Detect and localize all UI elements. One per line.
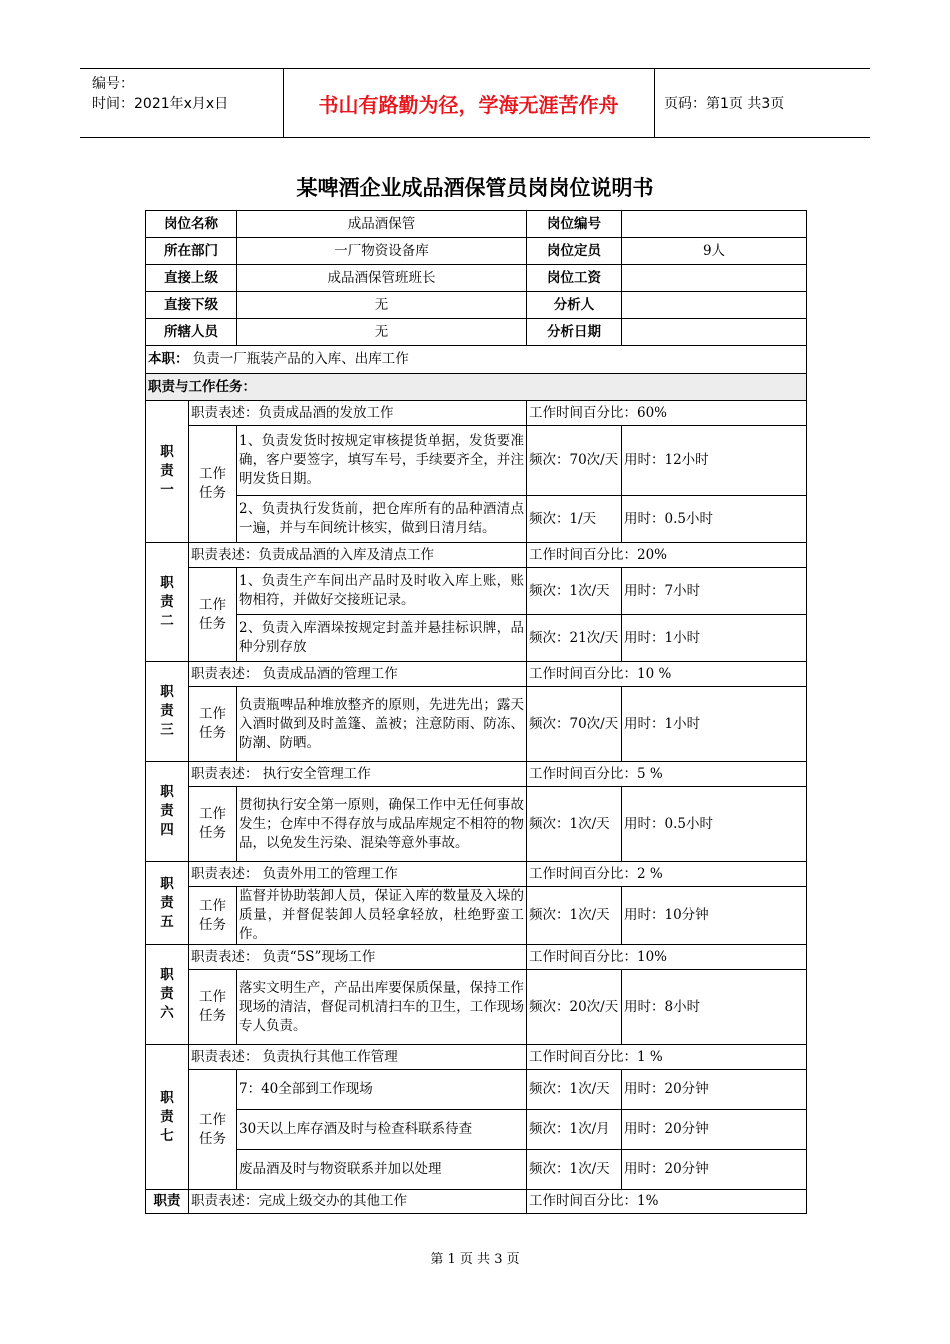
header-divider [654, 69, 655, 137]
duty-title: 职 责 一 [146, 401, 189, 543]
duty-desc: 职责表述：负责成品酒的发放工作 [189, 401, 527, 426]
duty-desc: 职责表述：完成上级交办的其他工作 [189, 1190, 527, 1214]
duty-task-row [146, 496, 807, 543]
task-text: 2、负责执行发货前，把仓库所有的品种酒清点一遍，并与车间统计核实，做到日清月结。 [237, 496, 527, 543]
post-name-label: 岗位名称 [146, 211, 237, 238]
info-row [146, 211, 807, 238]
task-text: 贯彻执行安全第一原则，确保工作中无任何事故发生；仓库中不得存放与成品库规定不相符的物品，以免发生污染、混染等意外事故。 [237, 787, 527, 862]
salary-label: 岗位工资 [527, 265, 622, 292]
info-row [146, 319, 807, 346]
task-text: 1、负责发货时按规定审核提货单据，发货要准确，客户要签字，填写车号，手续要齐全，并注明发货日期。 [237, 426, 527, 496]
duty-task-row [146, 1150, 807, 1190]
task-frequency: 频次：20次/天 [527, 970, 622, 1045]
duty-task-row [146, 568, 807, 615]
main-duty-text: 负责一厂瓶装产品的入库、出库工作 [192, 351, 409, 367]
duties-title-row [146, 374, 807, 401]
main-duty-label: 本职： [148, 351, 189, 367]
header-page-number: 页码：第1页 共3页 [664, 96, 785, 112]
task-duration: 用时：20分钟 [622, 1150, 807, 1190]
post-name-value: 成品酒保管 [237, 211, 527, 238]
duty-desc-row [146, 862, 807, 887]
task-frequency: 频次：1次/天 [527, 887, 622, 945]
task-duration: 用时：20分钟 [622, 1110, 807, 1150]
main-duty-row [146, 346, 807, 374]
header-motto: 书山有路勤为径，学海无涯苦作舟 [318, 93, 619, 117]
quota-label: 岗位定员 [527, 238, 622, 265]
duty-title: 职 责 六 [146, 945, 189, 1045]
header-number: 编号： [92, 76, 134, 92]
main-duty [146, 346, 807, 374]
info-row [146, 265, 807, 292]
duty-time-pct: 工作时间百分比：20% [527, 543, 807, 568]
task-frequency: 频次：70次/天 [527, 426, 622, 496]
salary-value [622, 265, 807, 292]
duty-task-row [146, 1070, 807, 1110]
task-text: 2、负责入库酒垛按规定封盖并悬挂标识牌，品种分别存放 [237, 615, 527, 662]
task-duration: 用时：0.5小时 [622, 496, 807, 543]
task-duration: 用时：1小时 [622, 687, 807, 762]
header-meta [92, 74, 282, 114]
duty-title: 职责 [146, 1190, 189, 1214]
duty-desc-row [146, 945, 807, 970]
task-duration: 用时：10分钟 [622, 887, 807, 945]
task-frequency: 频次：70次/天 [527, 687, 622, 762]
task-label: 工作 任务 [189, 787, 237, 862]
duty-task-row [146, 887, 807, 945]
duty-desc-row [146, 1190, 807, 1214]
duties-title: 职责与工作任务： [148, 378, 256, 395]
info-row [146, 238, 807, 265]
task-duration: 用时：0.5小时 [622, 787, 807, 862]
duty-task-row [146, 970, 807, 1045]
duty-time-pct: 工作时间百分比：2 % [527, 862, 807, 887]
task-duration: 用时：20分钟 [622, 1070, 807, 1110]
task-text: 30天以上库存酒及时与检查科联系待查 [237, 1110, 527, 1150]
duty-title: 职 责 五 [146, 862, 189, 945]
task-label: 工作 任务 [189, 887, 237, 945]
task-label: 工作 任务 [189, 426, 237, 543]
duty-desc-row [146, 762, 807, 787]
duty-title: 职 责 四 [146, 762, 189, 862]
page-footer: 第 1 页 共 3 页 [430, 1252, 520, 1267]
header-time: 时间：2021年x月x日 [92, 96, 229, 112]
analyst-value [622, 292, 807, 319]
task-text: 监督并协助装卸人员，保证入库的数量及入垛的质量，并督促装卸人员轻拿轻放，杜绝野蛮工作。 [237, 887, 527, 945]
task-duration: 用时：12小时 [622, 426, 807, 496]
duty-task-row [146, 687, 807, 762]
staff-label: 所辖人员 [146, 319, 237, 346]
duty-desc: 职责表述： 执行安全管理工作 [189, 762, 527, 787]
duty-time-pct: 工作时间百分比：10% [527, 945, 807, 970]
task-frequency: 频次：1次/天 [527, 1150, 622, 1190]
task-text: 7：40全部到工作现场 [237, 1070, 527, 1110]
task-frequency: 频次：1次/天 [527, 1070, 622, 1110]
task-text: 负责瓶啤品种堆放整齐的原则，先进先出；露天入酒时做到及时盖篷、盖被；注意防雨、防冻、防潮、防晒。 [237, 687, 527, 762]
task-label: 工作 任务 [189, 568, 237, 662]
page-header [80, 68, 870, 138]
task-frequency: 频次：1/天 [527, 496, 622, 543]
date-label: 分析日期 [527, 319, 622, 346]
task-frequency: 频次：1次/天 [527, 568, 622, 615]
task-label: 工作 任务 [189, 970, 237, 1045]
duty-desc-row [146, 662, 807, 687]
duty-desc: 职责表述：负责成品酒的入库及清点工作 [189, 543, 527, 568]
duty-time-pct: 工作时间百分比：1 % [527, 1045, 807, 1070]
superior-label: 直接上级 [146, 265, 237, 292]
document-title: 某啤酒企业成品酒保管员岗岗位说明书 [296, 176, 654, 200]
task-label: 工作 任务 [189, 1070, 237, 1190]
dept-label: 所在部门 [146, 238, 237, 265]
duty-desc-row [146, 401, 807, 426]
info-row [146, 292, 807, 319]
task-duration: 用时：7小时 [622, 568, 807, 615]
duty-task-row [146, 1110, 807, 1150]
duty-task-row [146, 615, 807, 662]
subordinate-value: 无 [237, 292, 527, 319]
duty-desc: 职责表述： 负责执行其他工作管理 [189, 1045, 527, 1070]
dept-value: 一厂物资设备库 [237, 238, 527, 265]
duty-time-pct: 工作时间百分比：60% [527, 401, 807, 426]
post-no-value [622, 211, 807, 238]
duty-title: 职 责 二 [146, 543, 189, 662]
duty-desc: 职责表述： 负责成品酒的管理工作 [189, 662, 527, 687]
task-text: 落实文明生产，产品出库要保质保量，保持工作现场的清洁，督促司机清扫车的卫生，工作现场专人负责。 [237, 970, 527, 1045]
task-frequency: 频次：21次/天 [527, 615, 622, 662]
task-text: 1、负责生产车间出产品时及时收入库上账，账物相符，并做好交接班记录。 [237, 568, 527, 615]
task-duration: 用时：8小时 [622, 970, 807, 1045]
duty-time-pct: 工作时间百分比：5 % [527, 762, 807, 787]
task-duration: 用时：1小时 [622, 615, 807, 662]
subordinate-label: 直接下级 [146, 292, 237, 319]
staff-value: 无 [237, 319, 527, 346]
duty-desc: 职责表述： 负责外用工的管理工作 [189, 862, 527, 887]
task-frequency: 频次：1次/月 [527, 1110, 622, 1150]
post-no-label: 岗位编号 [527, 211, 622, 238]
quota-value: 9人 [622, 238, 807, 265]
duty-desc: 职责表述： 负责“5S”现场工作 [189, 945, 527, 970]
duties-section-title [146, 374, 807, 401]
duty-title: 职 责 三 [146, 662, 189, 762]
duty-time-pct: 工作时间百分比：1% [527, 1190, 807, 1214]
date-value [622, 319, 807, 346]
duty-title: 职 责 七 [146, 1045, 189, 1190]
superior-value: 成品酒保管班班长 [237, 265, 527, 292]
duty-task-row [146, 787, 807, 862]
task-frequency: 频次：1次/天 [527, 787, 622, 862]
duty-desc-row [146, 543, 807, 568]
task-label: 工作 任务 [189, 687, 237, 762]
duty-desc-row [146, 1045, 807, 1070]
job-description-table [145, 210, 807, 1214]
analyst-label: 分析人 [527, 292, 622, 319]
duty-time-pct: 工作时间百分比：10 % [527, 662, 807, 687]
task-text: 废品酒及时与物资联系并加以处理 [237, 1150, 527, 1190]
duty-task-row [146, 426, 807, 496]
